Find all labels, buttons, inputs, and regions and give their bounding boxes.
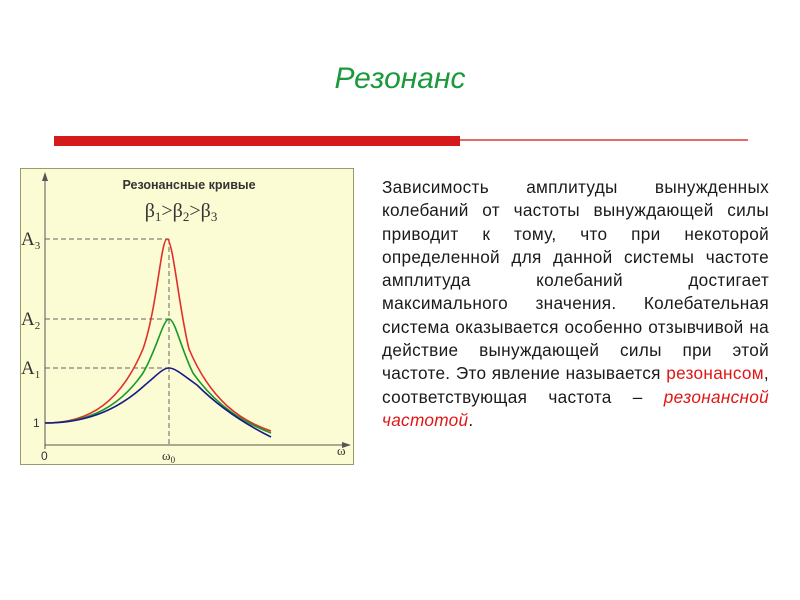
- body-text-part2: , соответствующая частота –: [382, 363, 769, 407]
- label-a3: $A_3$: [21, 229, 41, 252]
- resonance-figure: [20, 168, 354, 465]
- body-text-part3: .: [468, 409, 474, 430]
- label-one: 1: [33, 416, 40, 430]
- body-text-part1: Зависимость амплитуды вынужденных колебаний от частоты вынуждающей силы приводит к тому, что при некоторой определенной для данной системы частоте амплитуда колебаний достигает максимального значения. Колебательная система оказывается особенно отзывчивой на действие вынуждающей силы при этой частоте. Это явление называется: [382, 177, 769, 384]
- label-omega0: $\omega_0$: [162, 448, 176, 465]
- term-resonance: резонансом: [666, 363, 764, 384]
- curve-blue-beta1: [45, 368, 271, 437]
- label-omega: ω: [337, 443, 346, 458]
- curve-green-beta2: [45, 319, 271, 433]
- y-axis-arrow: [42, 172, 48, 181]
- slide-title: Резонанс: [334, 62, 466, 95]
- label-a2: $A_2$: [21, 309, 41, 332]
- curve-red-beta3: [45, 239, 271, 431]
- term-resonant-frequency: резонансной частотой: [382, 386, 769, 430]
- title-underline-thin: [460, 139, 748, 141]
- beta-relation: $\beta_1>\beta_2>\beta_3$: [144, 200, 218, 224]
- body-text: [382, 176, 769, 432]
- title-underline-thick: [54, 136, 460, 146]
- figure-title: Резонансные кривые: [122, 178, 256, 192]
- label-a1: $A_1$: [21, 358, 41, 381]
- label-zero: 0: [41, 449, 48, 463]
- resonance-chart: [21, 169, 355, 466]
